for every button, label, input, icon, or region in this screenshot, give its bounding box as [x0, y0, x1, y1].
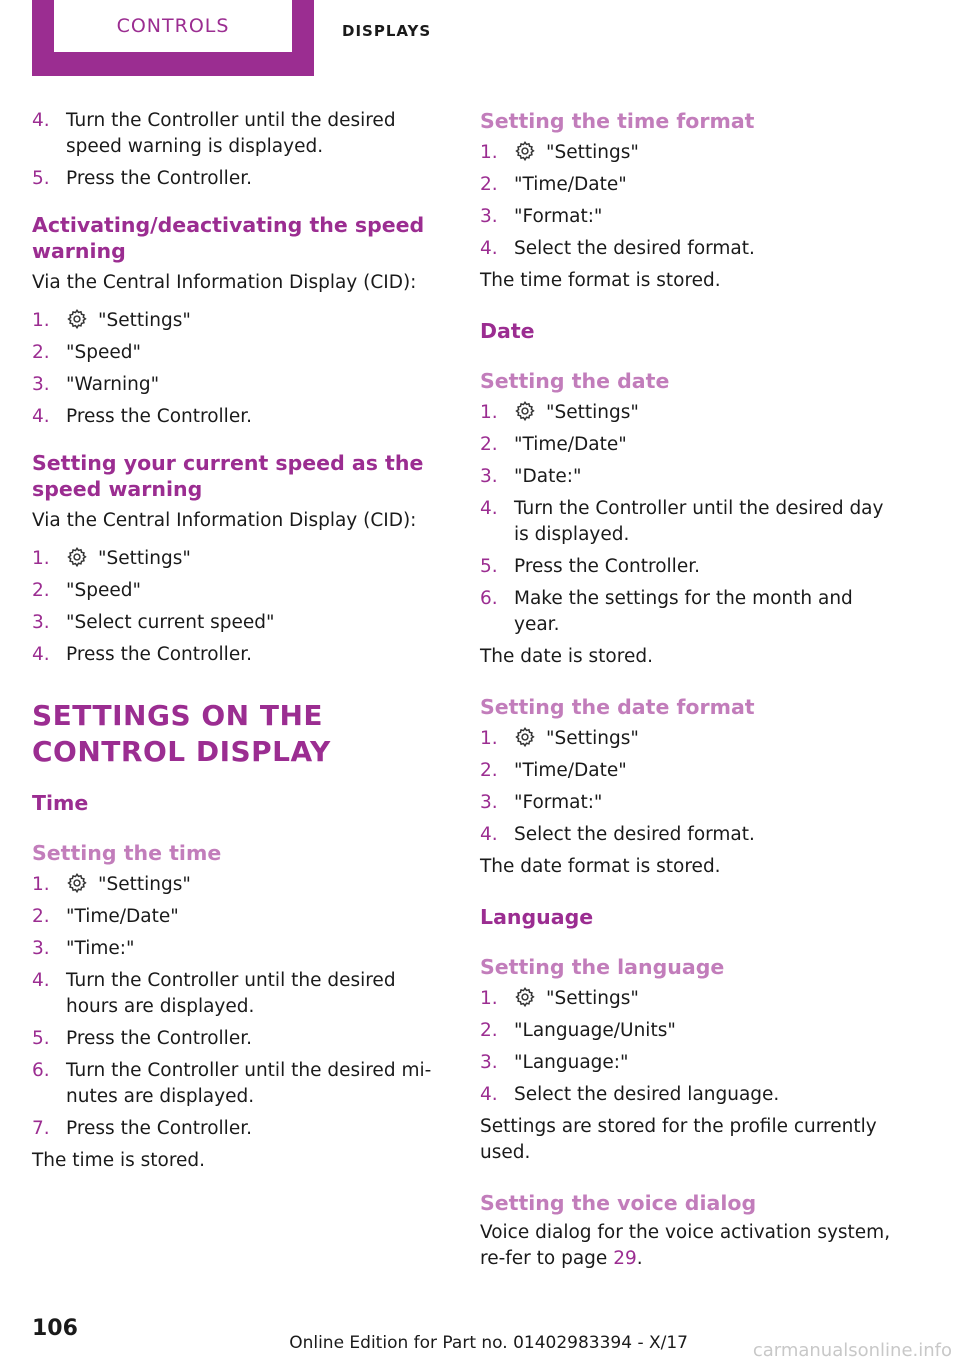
voice-dialog-body: Voice dialog for the voice activation system, re‐fer to page: [480, 1222, 891, 1269]
tab-controls-label: CONTROLS: [54, 0, 292, 52]
time-format-stored-text: The time format is stored.: [480, 270, 721, 291]
list-step: [480, 1082, 900, 1108]
step-number: 3.: [480, 466, 498, 487]
step-number: 1.: [32, 874, 50, 895]
step-number: 3.: [480, 206, 498, 227]
steps-time-format: [480, 140, 900, 262]
step-number: 5.: [480, 556, 498, 577]
heading-settings-control-display: SETTINGS ON THE CONTROL DISPLAY: [32, 699, 331, 768]
list-step: [480, 790, 900, 816]
step-number: 3.: [32, 374, 50, 395]
steps-date-format: [480, 726, 900, 848]
step-number: 4.: [480, 498, 498, 519]
list-step: [480, 204, 900, 230]
list-step: [480, 496, 900, 548]
step-text: "Format:": [514, 206, 603, 227]
step-number: 2.: [480, 1020, 498, 1041]
step-number: 1.: [480, 142, 498, 163]
list-step: [32, 372, 452, 398]
list-step: [32, 108, 452, 160]
list-step: [480, 432, 900, 458]
step-number: 2.: [480, 760, 498, 781]
step-text: Turn the Controller until the desired speed warning is displayed.: [66, 110, 396, 157]
step-text: Press the Controller.: [66, 406, 252, 427]
list-step: [480, 172, 900, 198]
step-number: 4.: [32, 644, 50, 665]
steps-setting-language: [480, 986, 900, 1108]
step-text: "Warning": [66, 374, 160, 395]
list-step: [32, 642, 452, 668]
tab-displays[interactable]: DISPLAYS: [342, 22, 432, 40]
step-number: 2.: [32, 342, 50, 363]
steps-current-speed: [32, 546, 452, 668]
step-text: Turn the Controller until the desired day is displayed.: [514, 498, 884, 545]
list-step: [32, 546, 452, 572]
list-step: [32, 904, 452, 930]
via-cid-text-2: Via the Central Information Display (CID):: [32, 510, 417, 531]
left-column: [32, 108, 452, 1174]
step-text: "Date:": [514, 466, 582, 487]
heading-time-format: Setting the time format: [480, 109, 755, 133]
step-text: "Settings": [546, 402, 639, 423]
step-text: "Settings": [98, 548, 191, 569]
step-number: 3.: [480, 1052, 498, 1073]
list-step: [480, 726, 900, 752]
step-text: Press the Controller.: [66, 644, 252, 665]
step-number: 4.: [480, 824, 498, 845]
step-number: 1.: [32, 310, 50, 331]
step-text: "Settings": [546, 988, 639, 1009]
step-number: 2.: [480, 434, 498, 455]
date-format-stored-text: The date format is stored.: [480, 856, 721, 877]
step-text: "Settings": [546, 142, 639, 163]
step-number: 2.: [480, 174, 498, 195]
step-number: 2.: [32, 906, 50, 927]
page-number: 106: [32, 1316, 78, 1341]
list-step: [32, 872, 452, 898]
list-step: [32, 936, 452, 962]
step-text: "Time/Date": [514, 434, 627, 455]
heading-activating-speed-warning: Activating/deactivating the speed warning: [32, 213, 425, 263]
step-number: 3.: [480, 792, 498, 813]
edition-footer: Online Edition for Part no. 01402983394 - X/17: [289, 1333, 688, 1353]
steps-setting-time: [32, 872, 452, 1142]
step-text: "Select current speed": [66, 612, 275, 633]
settings-stored-text: Settings are stored for the profile currently used.: [480, 1116, 877, 1163]
voice-dialog-text: [480, 1220, 900, 1272]
list-step: [480, 1050, 900, 1076]
step-text: Press the Controller.: [66, 1028, 252, 1049]
list-step: [32, 1026, 452, 1052]
step-text: "Time/Date": [514, 760, 627, 781]
settings-gear-icon: [514, 400, 536, 422]
time-stored-text: The time is stored.: [32, 1150, 206, 1171]
settings-gear-icon: [514, 140, 536, 162]
heading-setting-language: Setting the language: [480, 955, 725, 979]
list-step: [480, 140, 900, 166]
step-number: 1.: [480, 402, 498, 423]
voice-dialog-period: .: [636, 1248, 643, 1269]
heading-current-speed: Setting your current speed as the speed warning: [32, 451, 424, 501]
steps-setting-date: [480, 400, 900, 638]
step-text: Make the settings for the month and year.: [514, 588, 853, 635]
settings-gear-icon: [66, 308, 88, 330]
step-number: 4.: [480, 1084, 498, 1105]
list-step: [480, 822, 900, 848]
step-number: 4.: [32, 110, 50, 131]
list-step: [480, 1018, 900, 1044]
steps-speed-warning-end: [32, 108, 452, 192]
list-step: [480, 236, 900, 262]
heading-date: Date: [480, 319, 535, 343]
step-number: 6.: [480, 588, 498, 609]
step-text: "Time/Date": [514, 174, 627, 195]
date-stored-text: The date is stored.: [480, 646, 653, 667]
page-reference-link[interactable]: 29: [613, 1248, 637, 1269]
list-step: [480, 464, 900, 490]
list-step: [480, 400, 900, 426]
list-step: [32, 1058, 452, 1110]
step-number: 2.: [32, 580, 50, 601]
step-number: 4.: [480, 238, 498, 259]
step-number: 5.: [32, 168, 50, 189]
step-number: 5.: [32, 1028, 50, 1049]
step-text: "Language/Units": [514, 1020, 676, 1041]
step-text: "Settings": [546, 728, 639, 749]
heading-date-format: Setting the date format: [480, 695, 755, 719]
step-number: 1.: [32, 548, 50, 569]
list-step: [32, 308, 452, 334]
step-text: Select the desired format.: [514, 238, 755, 259]
step-text: Press the Controller.: [66, 168, 252, 189]
step-text: Press the Controller.: [66, 1118, 252, 1139]
heading-setting-time: Setting the time: [32, 841, 222, 865]
step-number: 4.: [32, 406, 50, 427]
step-number: 1.: [480, 988, 498, 1009]
settings-gear-icon: [66, 872, 88, 894]
step-text: "Time/Date": [66, 906, 179, 927]
right-column: [480, 108, 900, 1272]
step-text: Select the desired language.: [514, 1084, 780, 1105]
list-step: [32, 968, 452, 1020]
step-number: 3.: [32, 938, 50, 959]
list-step: [32, 166, 452, 192]
step-text: "Speed": [66, 342, 142, 363]
step-text: "Settings": [98, 310, 191, 331]
step-number: 3.: [32, 612, 50, 633]
step-text: "Language:": [514, 1052, 629, 1073]
step-text: Turn the Controller until the desired hours are displayed.: [66, 970, 396, 1017]
step-text: "Settings": [98, 874, 191, 895]
list-step: [480, 758, 900, 784]
list-step: [480, 554, 900, 580]
heading-voice-dialog: Setting the voice dialog: [480, 1191, 757, 1215]
settings-gear-icon: [514, 726, 536, 748]
tab-controls[interactable]: [32, 0, 314, 76]
list-step: [32, 404, 452, 430]
heading-setting-date: Setting the date: [480, 369, 670, 393]
via-cid-text: Via the Central Information Display (CID):: [32, 272, 417, 293]
settings-gear-icon: [514, 986, 536, 1008]
steps-activating: [32, 308, 452, 430]
chapter-tab-bar: [0, 0, 960, 76]
list-step: [32, 1116, 452, 1142]
step-text: Turn the Controller until the desired mi‐nutes are displayed.: [66, 1060, 432, 1107]
watermark: carmanualsonline.info: [752, 1340, 952, 1361]
step-number: 4.: [32, 970, 50, 991]
list-step: [480, 986, 900, 1012]
list-step: [32, 578, 452, 604]
settings-gear-icon: [66, 546, 88, 568]
heading-language: Language: [480, 905, 594, 929]
step-text: "Format:": [514, 792, 603, 813]
step-number: 6.: [32, 1060, 50, 1081]
step-text: Select the desired format.: [514, 824, 755, 845]
list-step: [32, 610, 452, 636]
list-step: [32, 340, 452, 366]
list-step: [480, 586, 900, 638]
step-text: "Time:": [66, 938, 135, 959]
step-text: "Speed": [66, 580, 142, 601]
heading-time: Time: [32, 791, 89, 815]
step-number: 1.: [480, 728, 498, 749]
step-number: 7.: [32, 1118, 50, 1139]
step-text: Press the Controller.: [514, 556, 700, 577]
